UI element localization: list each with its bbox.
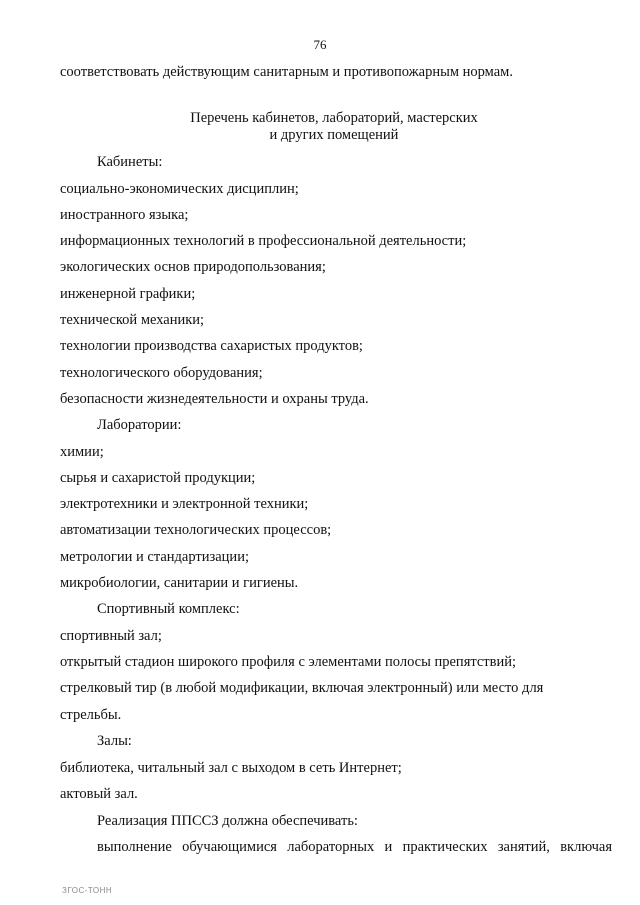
sports-item: стрелковый тир (в любой модификации, включая электронный) или место для [60, 680, 544, 696]
cabinet-item: технологического оборудования; [60, 365, 263, 381]
implementation-word: лабораторных [287, 839, 375, 855]
lab-item: микробиологии, санитарии и гигиены. [60, 575, 299, 591]
cabinet-item: социально-экономических дисциплин; [60, 181, 299, 197]
implementation-title: Реализация ППССЗ должна обеспечивать: [97, 813, 358, 829]
implementation-word: и [384, 839, 393, 855]
sports-title: Спортивный комплекс: [97, 601, 240, 617]
cabinet-item: информационных технологий в профессиональной деятельности; [60, 233, 467, 249]
lab-item: электротехники и электронной техники; [60, 496, 309, 512]
cabinet-item: безопасности жизнедеятельности и охраны труда. [60, 391, 369, 407]
lab-item: сырья и сахаристой продукции; [60, 470, 256, 486]
lab-item: метрологии и стандартизации; [60, 549, 249, 565]
section-heading-line-1: Перечень кабинетов, лабораторий, мастерских [190, 110, 478, 126]
section-heading-line-2: и других помещений [269, 127, 399, 143]
intro-line: соответствовать действующим санитарным и противопожарным нормам. [60, 64, 513, 80]
halls-item: библиотека, читальный зал с выходом в сеть Интернет; [60, 760, 402, 776]
implementation-word: практических [402, 839, 488, 855]
implementation-word: включая [560, 839, 612, 855]
page-number: 76 [313, 37, 327, 52]
cabinet-item: инженерной графики; [60, 286, 196, 302]
sports-item: спортивный зал; [60, 628, 162, 644]
implementation-word: обучающимися [182, 839, 277, 855]
implementation-text-line [97, 838, 612, 856]
implementation-word: выполнение [97, 839, 172, 855]
halls-item: актовый зал. [60, 786, 138, 802]
lab-item: автоматизации технологических процессов; [60, 522, 332, 538]
cabinet-item: иностранного языка; [60, 207, 189, 223]
cabinet-item: экологических основ природопользования; [60, 259, 326, 275]
implementation-word: занятий, [497, 839, 550, 855]
sports-item: открытый стадион широкого профиля с элементами полосы препятствий; [60, 654, 517, 670]
lab-item: химии; [60, 444, 104, 460]
cabinet-item: технической механики; [60, 312, 205, 328]
halls-title: Залы: [97, 733, 132, 749]
sports-item: стрельбы. [60, 707, 122, 723]
labs-title: Лаборатории: [97, 417, 182, 433]
cabinets-title: Кабинеты: [97, 154, 163, 170]
footer-mark: ЗГОС-ТОНН [62, 886, 113, 895]
cabinet-item: технологии производства сахаристых продуктов; [60, 338, 363, 354]
